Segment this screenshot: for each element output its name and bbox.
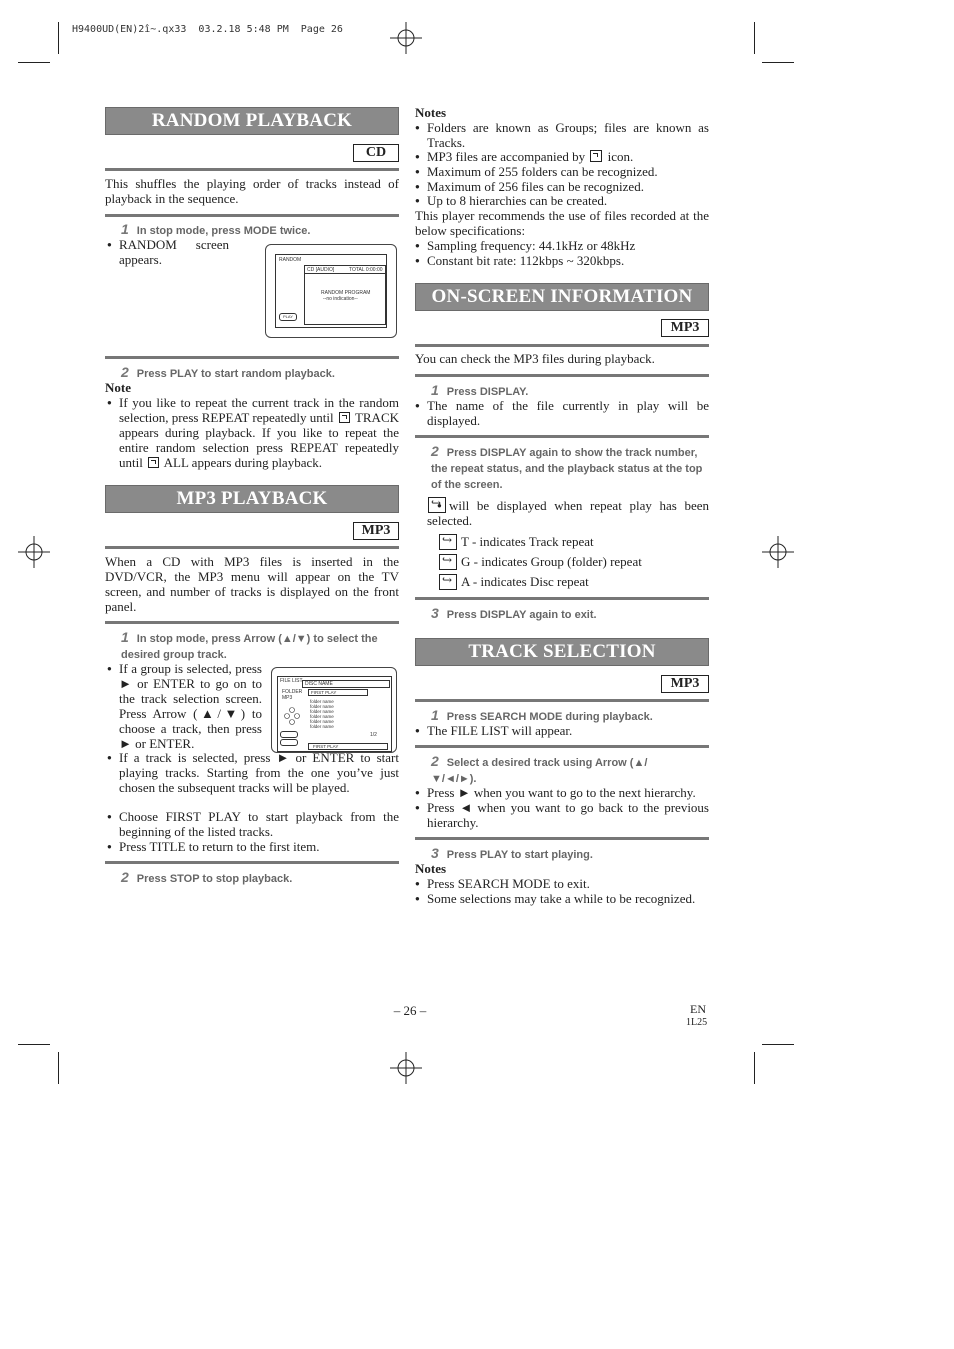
screen-total: TOTAL 0:00:00 — [349, 267, 383, 273]
divider — [105, 168, 399, 171]
random-intro: This shuffles the playing order of tracks instead of playback in the sequence. — [105, 176, 399, 206]
mp3-badge: MP3 — [353, 522, 399, 540]
divider — [415, 344, 709, 347]
group-repeat-icon — [439, 554, 457, 570]
mp3-playback-heading: MP3 PLAYBACK — [105, 485, 399, 513]
screen-folder-item: folder name — [310, 724, 334, 729]
track-step-2 — [431, 753, 651, 787]
screen-title: FILE LIST — [280, 678, 303, 684]
track-selection-heading: TRACK SELECTION — [415, 638, 709, 666]
mp3-badge: MP3 — [661, 319, 709, 337]
left-column — [105, 0, 399, 1349]
notes-heading: Notes — [415, 105, 447, 120]
track-bullet-2: ● Press ► when you want to go to the next hierarchy. — [415, 785, 709, 800]
notes-item: ● Constant bit rate: 112kbps ~ 320kbps. — [415, 253, 709, 268]
divider — [105, 861, 399, 864]
screen-return-button — [280, 739, 298, 746]
screen-folder: FOLDER — [282, 689, 303, 695]
track-repeat-icon — [439, 534, 457, 550]
mp3-step-1 — [121, 629, 399, 663]
notes-item: ● MP3 files are accompanied by icon. — [415, 149, 709, 164]
screen-folder-item: folder name — [310, 709, 334, 714]
screen-folder-item: folder name — [310, 714, 334, 719]
step-text: Press DISPLAY again to exit. — [446, 609, 597, 621]
repeat-track-label: T - indicates Track repeat — [461, 534, 594, 549]
repeat-disc-label: A - indicates Disc repeat — [461, 574, 589, 589]
crop-mark — [18, 1044, 50, 1045]
repeat-icon — [428, 497, 446, 513]
repeat-group-label: G - indicates Group (folder) repeat — [461, 554, 642, 569]
step-number: 2 — [121, 869, 129, 885]
screen-title: RANDOM — [279, 257, 302, 263]
note-part: ALL appears during playback. — [163, 455, 322, 470]
screen-random-program: RANDOM PROGRAM — [321, 290, 371, 296]
disc-repeat-icon — [439, 574, 457, 590]
step-text: Press STOP to stop playback. — [136, 873, 293, 885]
step-text: Press PLAY to start random playback. — [136, 368, 335, 380]
notes-item: ● Sampling frequency: 44.1kHz or 48kHz — [415, 238, 709, 253]
on-screen-information-heading: ON-SCREEN INFORMATION — [415, 283, 709, 311]
screen-first-play-bottom: FIRST PLAY — [308, 743, 388, 750]
divider — [415, 435, 709, 438]
onscreen-bullet-2: ● will be displayed when repeat play has been selected. — [415, 498, 709, 528]
cd-badge: CD — [353, 144, 399, 162]
random-screen-illustration — [265, 244, 397, 338]
onscreen-intro: You can check the MP3 files during playback. — [415, 351, 655, 366]
screen-no-indication: --no indication-- — [323, 296, 358, 302]
note-heading: Note — [105, 380, 131, 395]
notes-item: ● Folders are known as Groups; files are known as Tracks. — [415, 120, 709, 150]
track-bullet-1: ● The FILE LIST will appear. — [415, 723, 709, 738]
step-text: Press DISPLAY. — [446, 386, 529, 398]
mp3-bullet-first-play: ● Choose FIRST PLAY to start playback from the beginning of the listed tracks. — [107, 809, 399, 839]
step-number: 1 — [431, 707, 439, 723]
notes-item: ● Maximum of 256 files can be recognized. — [415, 179, 709, 194]
screen-disc-name-bar: DISC NAME — [302, 680, 390, 688]
crop-mark — [58, 1052, 59, 1084]
screen-page-indicator: 1/2 — [370, 732, 377, 738]
notes-heading: Notes — [415, 861, 447, 876]
step-number: 2 — [431, 443, 439, 459]
divider — [105, 214, 399, 217]
right-column — [415, 0, 709, 1349]
page-number: – 26 – — [393, 1003, 427, 1018]
step-text: Press SEARCH MODE during playback. — [446, 711, 653, 723]
step-number: 2 — [431, 753, 439, 769]
language-code: EN — [690, 1002, 706, 1016]
divider — [415, 699, 709, 702]
random-playback-heading: RANDOM PLAYBACK — [105, 107, 399, 135]
model-code: 1L25 — [686, 1017, 708, 1028]
file-list-screen-illustration — [271, 667, 397, 753]
crop-mark — [58, 22, 59, 54]
screen-mp3: MP3 — [282, 695, 293, 701]
divider — [105, 546, 399, 549]
step-text: Press PLAY to start playing. — [446, 849, 593, 861]
step-text: In stop mode, press Arrow (▲/▼) to select the desired group track. — [121, 633, 378, 661]
mp3-bullet-group: ● If a group is selected, press ► or ENTER to go on to the track selection screen. Press Arrow (▲/▼) to choose a track, then press ► or ENTER. — [107, 661, 262, 751]
step-number: 3 — [431, 845, 439, 861]
crop-mark — [762, 62, 794, 63]
crop-mark — [754, 1052, 755, 1084]
mp3-bullet-title: ● Press TITLE to return to the first item. — [107, 839, 399, 854]
repeat-icon — [339, 412, 350, 423]
screen-cd-label: CD [AUDIO] — [307, 267, 335, 273]
onscreen-step-3 — [431, 605, 709, 623]
crop-mark — [762, 1044, 794, 1045]
mp3-file-icon — [590, 150, 602, 162]
divider — [415, 374, 709, 377]
divider — [415, 837, 709, 840]
random-step-2 — [121, 364, 399, 382]
crop-mark — [754, 22, 755, 54]
random-note — [107, 395, 399, 470]
notes-item: ● Maximum of 255 folders can be recognized. — [415, 164, 709, 179]
onscreen-bullet-1: ● The name of the file currently in play will be displayed. — [415, 398, 709, 428]
notes-paragraph: This player recommends the use of files recorded at the below specifications: — [415, 208, 709, 238]
track-step-3 — [431, 845, 709, 863]
screen-enter-button — [280, 731, 298, 738]
registration-mark-icon — [18, 536, 50, 568]
mp3-step-2 — [121, 869, 399, 887]
mp3-intro: When a CD with MP3 files is inserted in the DVD/VCR, the MP3 menu will appear on the TV screen, and number of tracks is displayed on the front panel. — [105, 554, 399, 614]
step-number: 1 — [121, 221, 129, 237]
screen-play-button: PLAY — [279, 313, 297, 321]
step-number: 2 — [121, 364, 129, 380]
random-bullet-screen: ● RANDOM screen appears. — [107, 237, 229, 267]
notes-item: ● Up to 8 hierarchies can be created. — [415, 193, 709, 208]
screen-first-play-item: FIRST PLAY — [308, 689, 368, 696]
divider — [415, 745, 709, 748]
divider — [415, 597, 709, 600]
step-number: 1 — [121, 629, 129, 645]
arrow-pad-icon — [284, 707, 300, 725]
track-bullet-3: ● Press ◄ when you want to go back to the previous hierarchy. — [415, 800, 709, 830]
step-text: Select a desired track using Arrow (▲/▼/◄/►). — [431, 757, 648, 785]
step-number: 1 — [431, 382, 439, 398]
divider — [105, 621, 399, 624]
crop-mark — [18, 62, 50, 63]
divider — [105, 356, 399, 359]
print-slug: H9400UD(EN)2î~.qx33 03.2.18 5:48 PM Page 26 — [72, 24, 343, 35]
mp3-badge: MP3 — [661, 675, 709, 693]
screen-folder-item: folder name — [310, 719, 334, 724]
mp3-bullet-track: ● If a track is selected, press ► or ENTER to start playing tracks. Starting from the one you’ve just chosen the subsequent tracks will be played. — [107, 750, 399, 795]
registration-mark-icon — [762, 536, 794, 568]
step-text: Press DISPLAY again to show the track number, the repeat status, and the playback status at the top of the screen. — [431, 447, 703, 491]
screen-folder-item: folder name — [310, 704, 334, 709]
screen-folder-item: folder name — [310, 699, 334, 704]
step-number: 3 — [431, 605, 439, 621]
step-text: In stop mode, press MODE twice. — [136, 225, 311, 237]
track-note: ● Some selections may take a while to be recognized. — [415, 891, 721, 906]
onscreen-step-2 — [431, 443, 709, 493]
track-note: ● Press SEARCH MODE to exit. — [415, 876, 709, 891]
repeat-icon — [148, 457, 159, 468]
note-part: TRACK appears during playback. If you like to repeat the entire random selection press REPEAT repeatedly until — [119, 410, 399, 470]
note-part: If you like to repeat the current track in the random selection, press REPEAT repeatedly until — [119, 395, 399, 425]
